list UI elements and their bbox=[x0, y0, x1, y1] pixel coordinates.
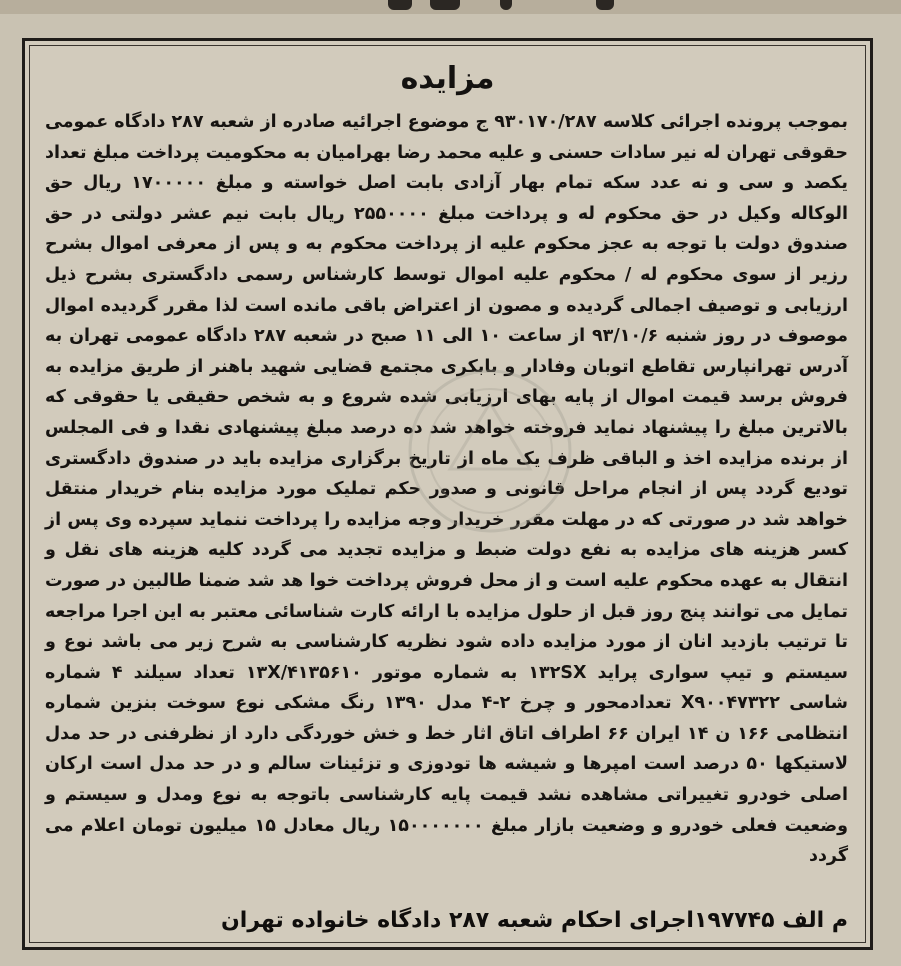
notice-body: بموجب پرونده اجرائی کلاسه ۹۳۰۱۷۰/۲۸۷ ج موضوع اجرائیه صادره از شعبه ۲۸۷ دادگاه عمومی حقوقی تهران له نیر سادات حسنی و علیه محمد رضا بهرامیان به محکومیت پرداخت مبلغ تعداد یکصد و سی و نه عدد سکه تمام بهار آزادی بابت اصل خواسته و مبلغ ۱۷۰۰۰۰۰ ریال حق الوکاله وکیل در حق محکوم له و پرداخت مبلغ ۲۵۵۰۰۰۰ ریال بابت نیم عشر دولتی در حق صندوق دولت با توجه به عجز محکوم علیه از پرداخت محکوم به و پس از معرفی اموال بشرح رزیر از سوی محکوم له / محکوم علیه اموال توسط کارشناس رسمی دادگستری بشرح ذیل ارزیابی و توصیف اجمالی گردیده و مصون از اعتراض باقی مانده است لذا مقرر گردیده اموال موصوف در روز شنبه ۹۳/۱۰/۶ از ساعت ۱۰ الی ۱۱ صبح در شعبه ۲۸۷ دادگاه عمومی تهران به آدرس تهرانپارس تقاطع اتوبان وفادار و بابکری مجتمع قضایی شهید باهنر از طریق مزایده به فروش برسد قیمت اموال از پایه بهای ارزیابی شده شروع و به شخص حقیقی یا حقوقی که بالاترین مبلغ را پیشنهاد نماید فروخته خواهد شد ده درصد مبلغ پیشنهادی نقدا و فی المجلس از برنده مزایده اخذ و الباقی ظرف یک ماه از تاریخ برگزاری مزایده باید در صندوق دادگستری تودیع گردد پس از انجام مراحل قانونی و صدور حکم تملیک مورد مزایده بنام خریدار منتقل خواهد شد در صورتی که در مهلت مقرر خریدار وجه مزایده را پرداخت ننماید سپرده وی پس از کسر هزینه های مزایده به نفع دولت ضبط و مزایده تجدید می گردد کلیه هزینه های نقل و انتقال به عهده محکوم علیه است و از محل فروش پرداخت خوا هد شد ضمنا طالبین در صورت تمایل می توانند پنج روز قبل از حلول مزایده با ارائه کارت شناسائی معتبر به این اجرا مراجعه تا ترتیب بازدید انان از مورد مزایده داده شود نظریه کارشناسی به شرح زیر می باشد نوع و سیستم و تیپ سواری پراید ۱۳۲SX به شماره موتور ۱۳X/۴۱۳۵۶۱۰ تعداد سیلند ۴ شماره شاسی X۹۰۰۴۷۳۲۲ تعدادمحور و چرخ ۲-۴ مدل ۱۳۹۰ رنگ مشکی نوع سوخت بنزین شماره انتظامی ۱۶۶ ن ۱۴ ایران ۶۶ اطراف اتاق اثار خط و خش خوردگی دارد از نظرفنی در حد مدل لاستیکها ۵۰ درصد است امپرها و شیشه ها تودوزی و تزئینات سالم و در حد مدل است ارکان اصلی خودرو تغییراتی مشاهده نشد قیمت پایه کارشناسی باتوجه به نوع ومدل و سیستم و وضعیت فعلی خودرو و وضعیت بازار مبلغ ۱۵۰۰۰۰۰۰۰ ریال معادل ۱۵ میلیون تومان اعلام می گردد bbox=[45, 112, 849, 867]
cut-text-fragment bbox=[388, 0, 412, 10]
notice-footer-signature: م الف ۱۹۷۷۴۵اجرای احکام شعبه ۲۸۷ دادگاه خانواده تهران bbox=[221, 908, 848, 933]
notice-box bbox=[22, 38, 873, 950]
cut-text-fragment bbox=[430, 0, 460, 10]
cut-text-fragment bbox=[596, 0, 614, 10]
clipping-top-edge bbox=[0, 0, 901, 14]
notice-title: مزایده bbox=[400, 61, 495, 96]
cut-text-fragment bbox=[500, 0, 512, 10]
